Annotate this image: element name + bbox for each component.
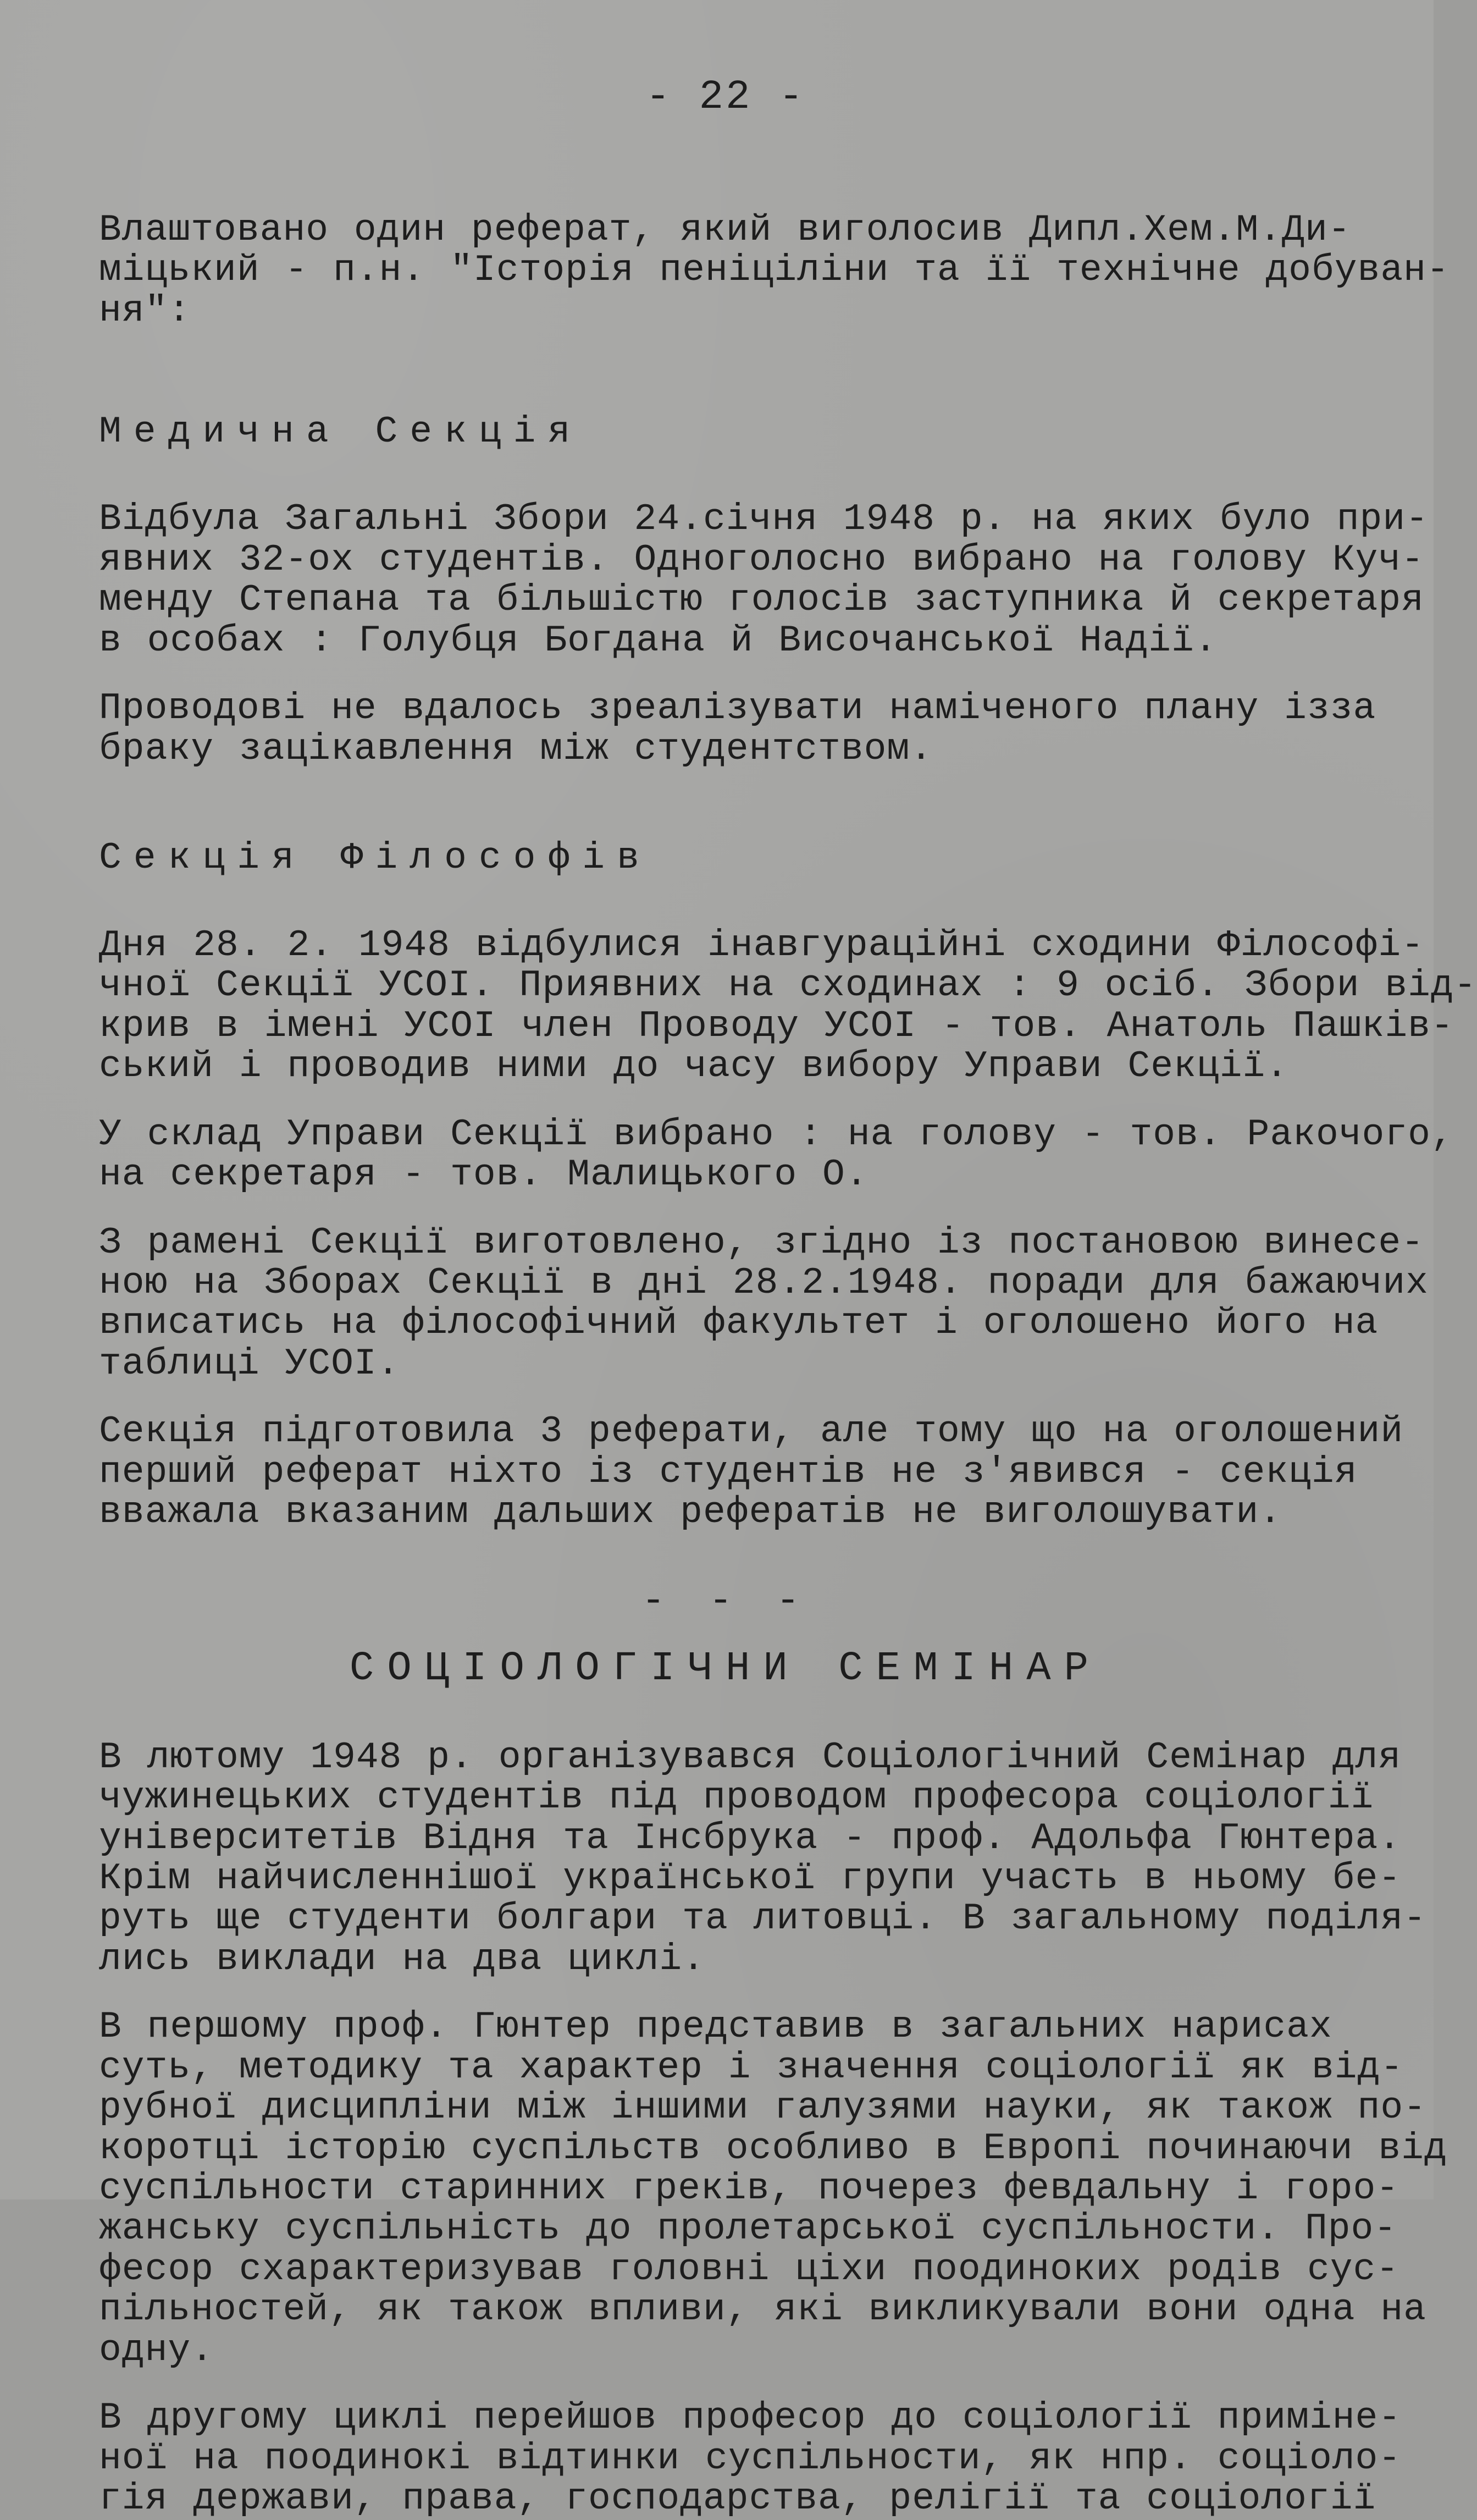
- intro-paragraph: [99, 209, 1450, 332]
- philosophy-line: чної Секції УСОІ. Приявних на сходинах : 9 осіб. Збори від-: [99, 964, 1477, 1007]
- seminar-line: коротці історію суспільств особливо в Европі починаючи від: [99, 2127, 1447, 2170]
- seminar-line: пільностей, як також впливи, які викликували вони одна на: [99, 2289, 1426, 2331]
- philosophy-paragraph-4: [99, 1410, 1404, 1534]
- seminar-line: рубної дисципліни між іншими галузями науки, як також по-: [99, 2087, 1426, 2130]
- medical-line: в особах : Голубця Богдана й Височанської Надії.: [99, 619, 1218, 662]
- seminar-paragraph-1: [99, 1736, 1426, 1981]
- medical-paragraph-2: [99, 687, 1376, 770]
- page-number: - 22 -: [645, 74, 806, 120]
- medical-line: менду Степана та більшістю голосів заступника й секретаря: [99, 579, 1424, 622]
- seminar-line: лись виклади на два циклі.: [99, 1938, 705, 1981]
- philosophy-line: У склад Управи Секції вибрано : на голову - тов. Ракочого,: [99, 1113, 1454, 1156]
- medical-line: явних 32-ох студентів. Одноголосно вибрано на голову Куч-: [99, 538, 1424, 581]
- philosophy-paragraph-1: [99, 924, 1477, 1088]
- seminar-line: руть ще студенти болгари та литовці. В загальному поділя-: [99, 1898, 1426, 1940]
- seminar-paragraph-2: [99, 2006, 1447, 2372]
- seminar-line: гія держави, права, господарства, релігії та соціології: [99, 2478, 1376, 2520]
- intro-line: Влаштовано один реферат, який виголосив Дипл.Хем.М.Ди-: [99, 209, 1351, 251]
- seminar-line: В першому проф. Гюнтер представив в загальних нарисах: [99, 2006, 1332, 2049]
- intro-line: ня":: [99, 289, 191, 332]
- seminar-line: жанську суспільність до пролетарської суспільности. Про-: [99, 2208, 1397, 2251]
- philosophy-line: З рамені Секції виготовлено, згідно із постановою винесе-: [99, 1221, 1424, 1264]
- philosophy-paragraph-3: [99, 1221, 1429, 1385]
- philosophy-line: ною на Зборах Секції в дні 28.2.1948. поради для бажаючих: [99, 1262, 1429, 1304]
- seminar-line: суспільности старинних греків, почерез февдальну і горо-: [99, 2168, 1399, 2210]
- philosophy-line: на секретаря - тов. Малицького О.: [99, 1154, 869, 1196]
- seminar-line: одну.: [99, 2329, 214, 2372]
- seminar-line: Крім найчисленнішої української групи участь в ньому бе-: [99, 1857, 1402, 1900]
- philosophy-line: таблиці УСОІ.: [99, 1342, 400, 1385]
- section-separator: - - -: [641, 1578, 810, 1624]
- medical-line: Відбула Загальні Збори 24.січня 1948 р. на яких було при-: [99, 498, 1429, 541]
- philosophy-line: вписатись на філософічний факультет і оголошено його на: [99, 1302, 1379, 1345]
- philosophy-line: Дня 28. 2. 1948 відбулися інавгураційні сходини Філософі-: [99, 924, 1424, 967]
- seminar-line: університетів Відня та Інсбрука - проф. Адольфа Гюнтера.: [99, 1817, 1402, 1860]
- philosophy-line: Секція підготовила 3 реферати, але тому що на оголошений: [99, 1410, 1404, 1453]
- philosophy-line: крив в імені УСОІ член Проводу УСОІ - тов. Анатоль Пашків-: [99, 1005, 1454, 1047]
- seminar-title: СОЦІОЛОГІЧНИ СЕМІНАР: [349, 1645, 1102, 1692]
- intro-line: міцький - п.н. "Історія пеніціліни та її технічне добуван-: [99, 249, 1450, 292]
- seminar-line: фесор схарактеризував головні ціхи поодиноких родів сус-: [99, 2248, 1399, 2291]
- medical-section-heading: Медична Секція: [99, 411, 583, 454]
- medical-line: Проводові не вдалось зреалізувати наміченого плану ізза: [99, 687, 1376, 730]
- philosophy-section-heading: Секція Філософів: [99, 836, 651, 879]
- seminar-line: В лютому 1948 р. організувався Соціологічний Семінар для: [99, 1736, 1402, 1779]
- seminar-line: чужинецьких студентів під проводом професора соціології: [99, 1777, 1374, 1819]
- philosophy-line: перший реферат ніхто із студентів не з'явився - секція: [99, 1451, 1358, 1493]
- page-content: [99, 74, 1477, 2520]
- seminar-line: суть, методику та характер і значення соціології як від-: [99, 2046, 1404, 2089]
- philosophy-paragraph-2: [99, 1113, 1454, 1196]
- philosophy-line: вважала вказаним дальших рефератів не виголошувати.: [99, 1491, 1282, 1534]
- seminar-line: В другому циклі перейшов професор до соціології примінe-: [99, 2397, 1402, 2440]
- medical-line: браку зацікавлення між студентством.: [99, 727, 933, 770]
- medical-paragraph-1: [99, 498, 1429, 662]
- seminar-line: ної на поодинокі відтинки суспільности, як нпр. соціоло-: [99, 2437, 1402, 2480]
- philosophy-line: ський і проводив ними до часу вибору Управи Секції.: [99, 1045, 1289, 1088]
- seminar-paragraph-3: [99, 2397, 1402, 2520]
